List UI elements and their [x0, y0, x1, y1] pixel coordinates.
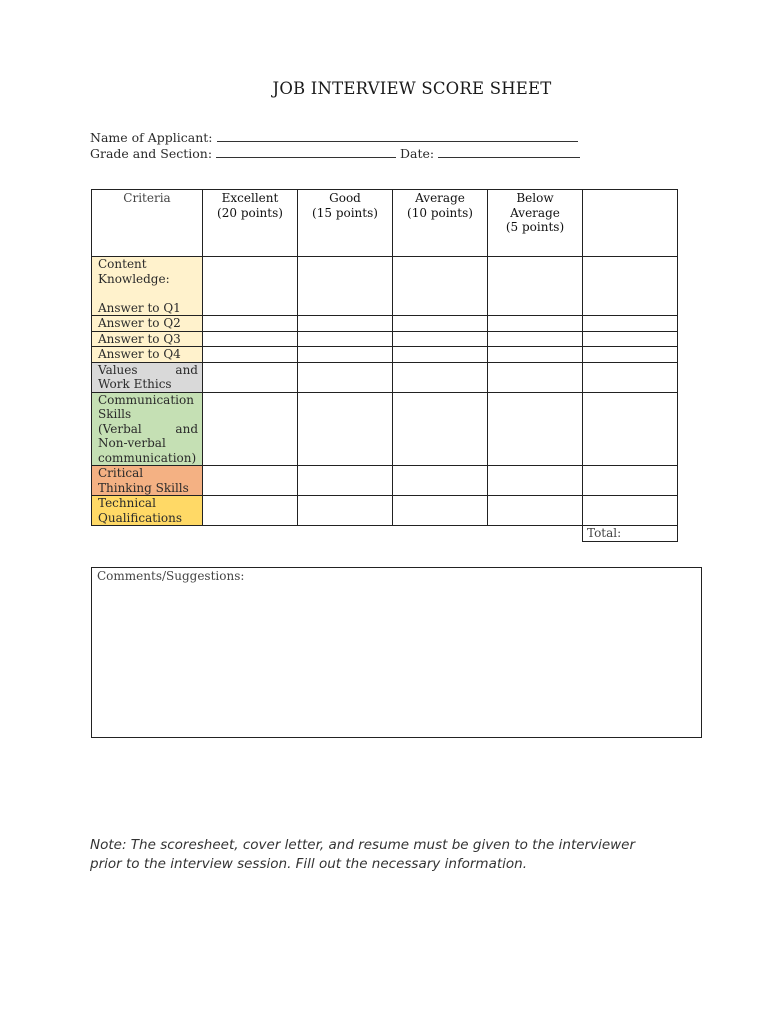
- score-cell[interactable]: [583, 362, 678, 392]
- grade-section-label: Grade and Section:: [90, 146, 213, 161]
- technical-qualifications-label: Technical Qualifications: [92, 496, 203, 526]
- score-cell[interactable]: [583, 466, 678, 496]
- score-cell[interactable]: [393, 347, 488, 363]
- date-label: Date:: [400, 146, 435, 161]
- q4-label: Answer to Q4: [92, 347, 203, 363]
- score-cell[interactable]: [203, 362, 298, 392]
- score-cell[interactable]: [583, 347, 678, 363]
- score-cell[interactable]: [583, 331, 678, 347]
- score-cell[interactable]: [298, 316, 393, 332]
- score-cell[interactable]: [393, 496, 488, 526]
- table-row: [92, 257, 678, 316]
- score-cell[interactable]: [488, 496, 583, 526]
- criteria-header: Criteria: [92, 190, 203, 257]
- score-cell[interactable]: [393, 392, 488, 466]
- comments-box[interactable]: [91, 567, 702, 738]
- score-cell[interactable]: [203, 392, 298, 466]
- q3-label: Answer to Q3: [92, 331, 203, 347]
- date-blank[interactable]: [438, 146, 580, 158]
- score-cell[interactable]: [488, 392, 583, 466]
- table-row: [92, 347, 678, 363]
- score-cell[interactable]: [298, 392, 393, 466]
- score-cell[interactable]: [393, 362, 488, 392]
- header-row: [92, 190, 678, 257]
- score-cell[interactable]: [488, 466, 583, 496]
- score-cell[interactable]: [298, 362, 393, 392]
- score-cell[interactable]: [393, 331, 488, 347]
- score-cell[interactable]: [298, 331, 393, 347]
- score-table: [91, 189, 678, 542]
- total-cell[interactable]: [583, 526, 678, 542]
- score-cell[interactable]: [583, 392, 678, 466]
- score-cell[interactable]: [583, 496, 678, 526]
- grade-date-field-row: [90, 146, 580, 161]
- score-cell[interactable]: [298, 466, 393, 496]
- good-header: Good (15 points): [298, 190, 393, 257]
- table-row: [92, 362, 678, 392]
- score-cell[interactable]: [203, 257, 298, 316]
- average-header: Average (10 points): [393, 190, 488, 257]
- note-text: [90, 836, 690, 873]
- q2-label: Answer to Q2: [92, 316, 203, 332]
- score-cell[interactable]: [203, 347, 298, 363]
- total-label: Total:: [587, 526, 622, 540]
- table-row: [92, 466, 678, 496]
- table-row: [92, 331, 678, 347]
- score-cell[interactable]: [488, 257, 583, 316]
- score-cell[interactable]: [298, 496, 393, 526]
- applicant-field-row: [90, 130, 578, 145]
- score-cell[interactable]: [298, 257, 393, 316]
- communication-skills-label: Communication Skills (Verbal and Non-verbal communication): [92, 392, 203, 466]
- extra-header: [583, 190, 678, 257]
- score-cell[interactable]: [488, 362, 583, 392]
- values-work-ethics-label: Values and Work Ethics: [92, 362, 203, 392]
- page-title: JOB INTERVIEW SCORE SHEET: [272, 79, 552, 98]
- excellent-header: Excellent (20 points): [203, 190, 298, 257]
- table-row: [92, 496, 678, 526]
- comments-label: Comments/Suggestions:: [97, 569, 245, 583]
- score-cell[interactable]: [583, 316, 678, 332]
- applicant-name-blank[interactable]: [217, 130, 578, 142]
- score-cell[interactable]: [488, 347, 583, 363]
- score-cell[interactable]: [488, 331, 583, 347]
- score-cell[interactable]: [203, 466, 298, 496]
- score-cell[interactable]: [393, 257, 488, 316]
- note-line-2: prior to the interview session. Fill out the necessary information.: [90, 855, 528, 872]
- score-cell[interactable]: [393, 316, 488, 332]
- score-cell[interactable]: [583, 257, 678, 316]
- applicant-label: Name of Applicant:: [90, 130, 213, 145]
- score-cell[interactable]: [393, 466, 488, 496]
- score-cell[interactable]: [203, 331, 298, 347]
- score-cell[interactable]: [298, 347, 393, 363]
- critical-thinking-label: Critical Thinking Skills: [92, 466, 203, 496]
- note-line-1: Note: The scoresheet, cover letter, and resume must be given to the interviewer: [90, 837, 636, 853]
- content-knowledge-q1-label: Content Knowledge: Answer to Q1: [92, 257, 203, 316]
- grade-section-blank[interactable]: [216, 146, 396, 158]
- table-row: [92, 392, 678, 466]
- score-cell[interactable]: [203, 316, 298, 332]
- below-average-header: Below Average (5 points): [488, 190, 583, 257]
- table-row: [92, 316, 678, 332]
- score-cell[interactable]: [203, 496, 298, 526]
- score-cell[interactable]: [488, 316, 583, 332]
- total-row: [92, 526, 678, 542]
